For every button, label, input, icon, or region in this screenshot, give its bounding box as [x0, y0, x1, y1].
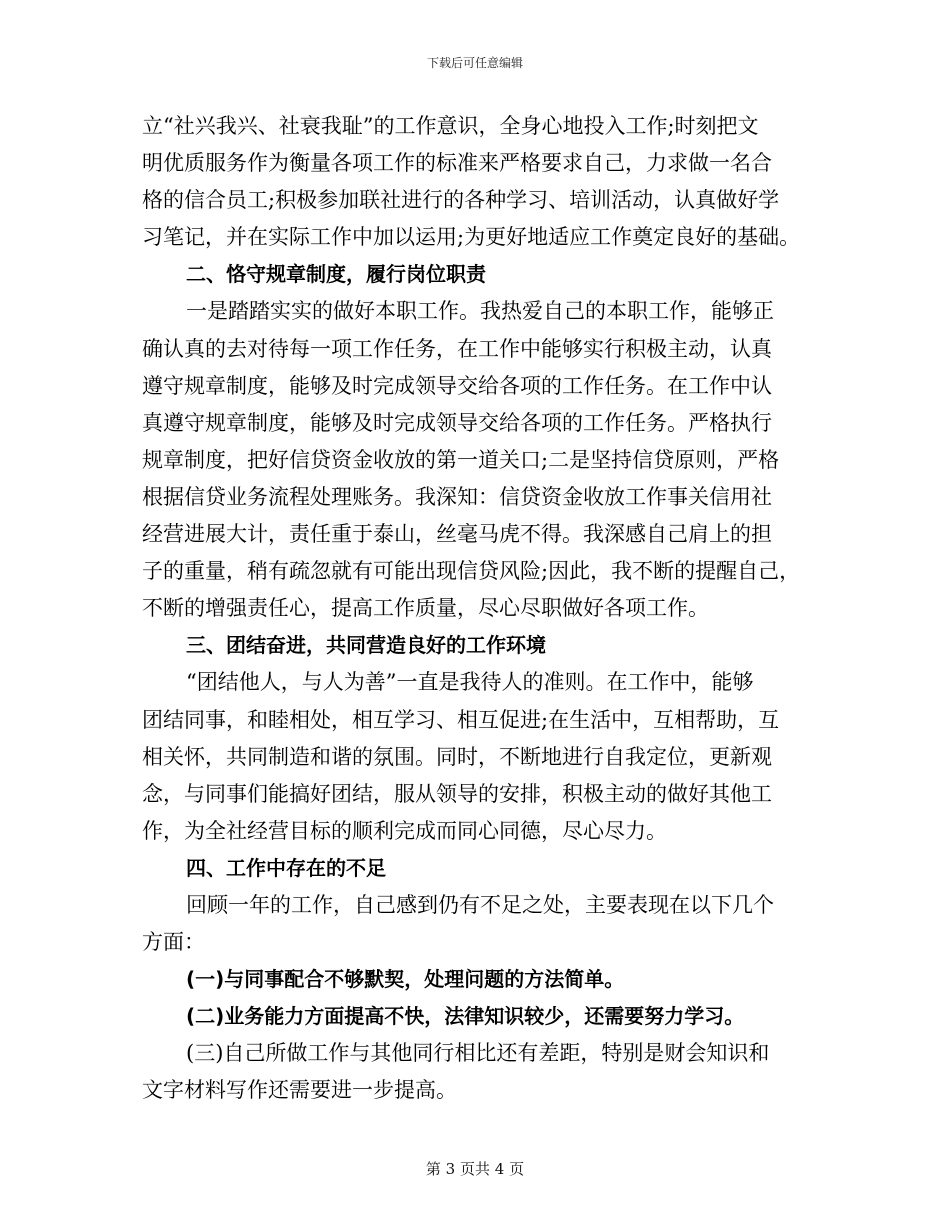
body-line: 一是踏踏实实的做好本职工作。我热爱自己的本职工作，能够正 [186, 299, 774, 324]
body-line: 念，与同事们能搞好团结，服从领导的安排，积极主动的做好其他工 [142, 781, 772, 806]
body-line: 相关怀，共同制造和谐的氛围。同时，不断地进行自我定位，更新观 [142, 744, 772, 769]
body-line: 经营进展大计，责任重于泰山，丝毫马虎不得。我深感自己肩上的担 [142, 522, 772, 547]
page-footer: 第 3 页共 4 页 [425, 1160, 525, 1178]
body-line: 作，为全社经营目标的顺利完成而同心同德，尽心尽力。 [142, 818, 667, 843]
body-line: 不断的增强责任心，提高工作质量，尽心尽职做好各项工作。 [142, 596, 709, 621]
body-line: 格的信合员工;积极参加联社进行的各种学习、培训活动，认真做好学 [142, 188, 780, 213]
body-line: 习笔记，并在实际工作中加以运用;为更好地适应工作奠定良好的基础。 [142, 225, 801, 250]
list-item-3: (三)自己所做工作与其他同行相比还有差距，特别是财会知识和 [186, 1041, 770, 1066]
list-item-1: (一)与同事配合不够默契，处理问题的方法简单。 [186, 967, 625, 992]
body-line: 根据信贷业务流程处理账务。我深知：信贷资金收放工作事关信用社 [142, 484, 772, 509]
body-line: 真遵守规章制度，能够及时完成领导交给各项的工作任务。严格执行 [142, 410, 772, 435]
body-line: 确认真的去对待每一项工作任务，在工作中能够实行积极主动，认真 [142, 336, 772, 361]
body-line: 子的重量，稍有疏忽就有可能出现信贷风险;因此，我不断的提醒自己， [142, 559, 801, 584]
page-header: 下载后可任意编辑 [426, 56, 523, 70]
list-item-2: (二)业务能力方面提高不快，法律知识较少，还需要努力学习。 [186, 1004, 745, 1029]
body-line: 明优质服务作为衡量各项工作的标准来严格要求自己，力求做一名合 [142, 151, 772, 176]
body-line: 文字材料写作还需要进一步提高。 [142, 1078, 457, 1103]
section-heading-4: 四、工作中存在的不足 [186, 855, 386, 880]
body-line: 方面： [142, 930, 205, 955]
body-line: 规章制度，把好信贷资金收放的第一道关口;二是坚持信贷原则，严格 [142, 447, 780, 472]
section-heading-2: 二、恪守规章制度，履行岗位职责 [186, 262, 486, 287]
section-heading-3: 三、团结奋进，共同营造良好的工作环境 [186, 633, 546, 658]
document-body [142, 108, 822, 1110]
body-line: 遵守规章制度，能够及时完成领导交给各项的工作任务。在工作中认 [142, 373, 772, 398]
body-line: 立“社兴我兴、社衰我耻”的工作意识，全身心地投入工作;时刻把文 [142, 114, 759, 138]
body-line: “团结他人，与人为善”一直是我待人的准则。在工作中，能够 [186, 670, 754, 695]
body-line: 团结同事，和睦相处，相互学习、相互促进;在生活中，互相帮助，互 [142, 707, 780, 732]
body-line: 回顾一年的工作，自己感到仍有不足之处，主要表现在以下几个 [186, 892, 774, 917]
